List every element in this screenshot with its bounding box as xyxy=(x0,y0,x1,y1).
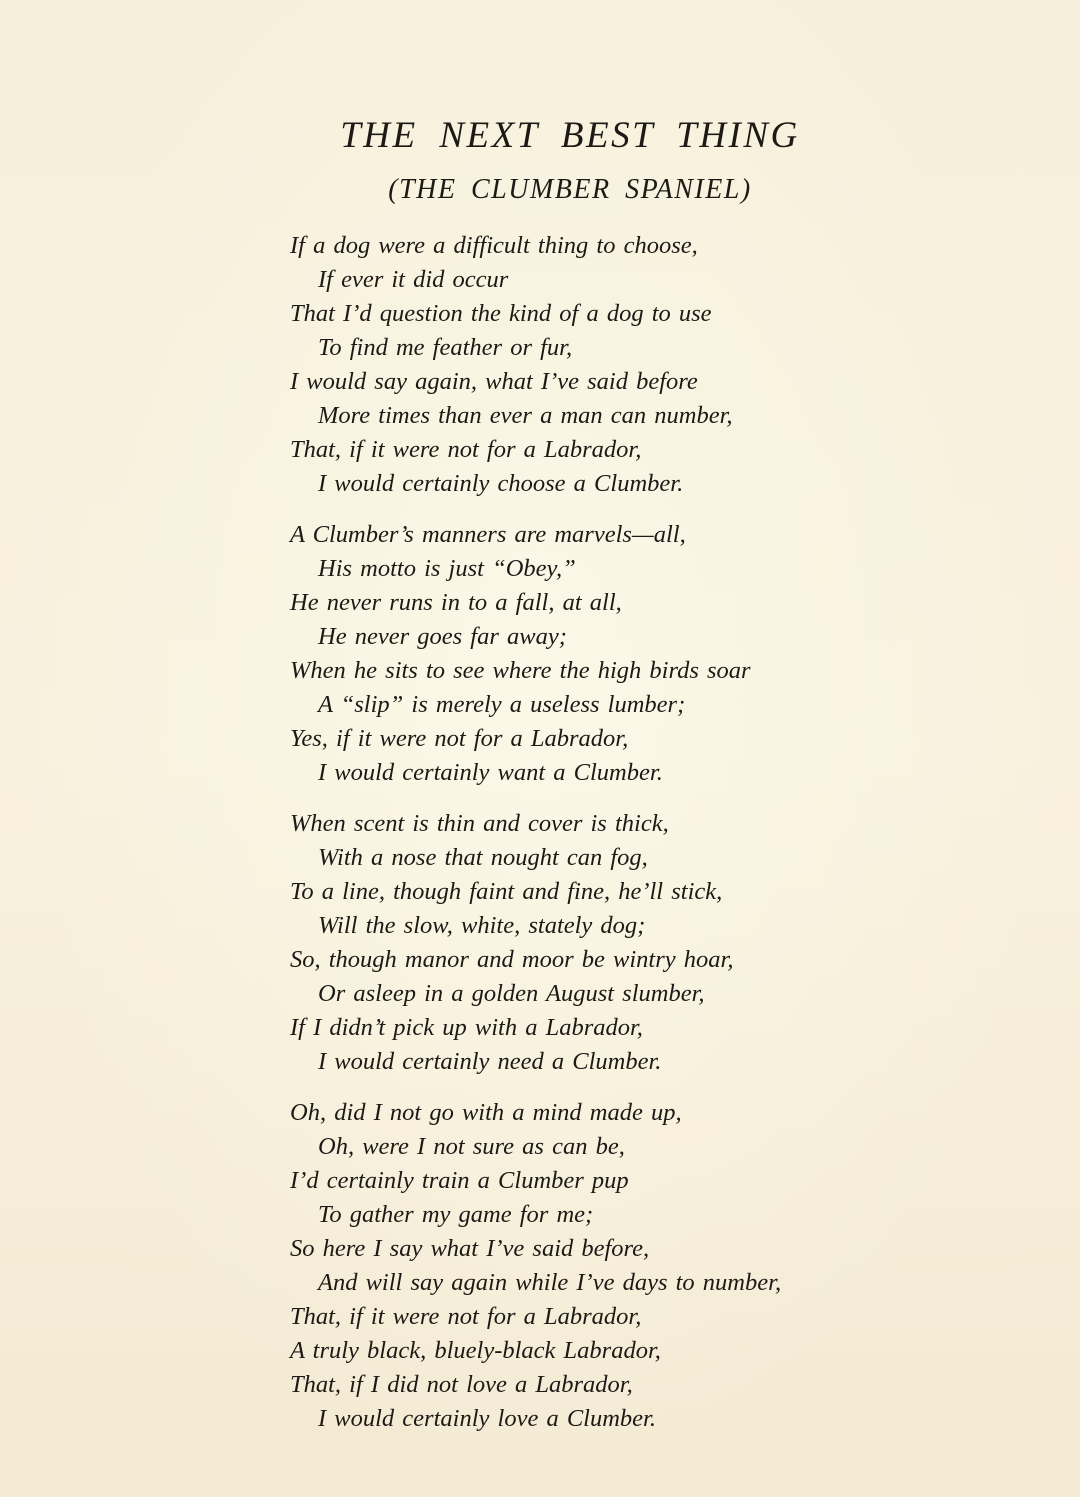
poem-line: His motto is just “Obey,” xyxy=(318,555,576,582)
poem-line: I would certainly love a Clumber. xyxy=(318,1405,656,1432)
poem-line: So here I say what I’ve said before, xyxy=(290,1235,650,1262)
poem-line: When he sits to see where the high birds soar xyxy=(290,657,751,684)
poem-line: That, if it were not for a Labrador, xyxy=(290,436,642,463)
poem-line: I’d certainly train a Clumber pup xyxy=(290,1167,629,1194)
poem-line: If a dog were a difficult thing to choose, xyxy=(290,232,698,259)
poem-line: When scent is thin and cover is thick, xyxy=(290,810,669,837)
poem-line: He never runs in to a fall, at all, xyxy=(290,589,622,616)
poem-line: A truly black, bluely-black Labrador, xyxy=(290,1337,661,1364)
poem-line: I would say again, what I’ve said before xyxy=(290,368,698,395)
poem-body xyxy=(290,229,910,1453)
stanza-3 xyxy=(290,807,910,1079)
poem-title: THE NEXT BEST THING xyxy=(340,115,800,156)
poem-line: A “slip” is merely a useless lumber; xyxy=(318,691,686,718)
poem-line: Will the slow, white, stately dog; xyxy=(318,912,646,939)
poem-line: Or asleep in a golden August slumber, xyxy=(318,980,705,1007)
poem-subtitle: (THE CLUMBER SPANIEL) xyxy=(388,174,752,205)
poem-line: I would certainly need a Clumber. xyxy=(318,1048,662,1075)
poem-line: If I didn’t pick up with a Labrador, xyxy=(290,1014,643,1041)
stanza-2 xyxy=(290,518,910,790)
poem-line: To find me feather or fur, xyxy=(318,334,573,361)
poem-line: That I’d question the kind of a dog to use xyxy=(290,300,712,327)
stanza-1 xyxy=(290,229,910,501)
poem-line: So, though manor and moor be wintry hoar, xyxy=(290,946,734,973)
poem-line: To gather my game for me; xyxy=(318,1201,594,1228)
stanza-4 xyxy=(290,1096,910,1436)
poem-line: To a line, though faint and fine, he’ll stick, xyxy=(290,878,723,905)
poem-line: Oh, were I not sure as can be, xyxy=(318,1133,625,1160)
poem-line: And will say again while I’ve days to number, xyxy=(318,1269,782,1296)
poem-line: I would certainly want a Clumber. xyxy=(318,759,663,786)
poem-line: A Clumber’s manners are marvels—all, xyxy=(290,521,686,548)
poem-line: That, if I did not love a Labrador, xyxy=(290,1371,633,1398)
poem-line: Yes, if it were not for a Labrador, xyxy=(290,725,629,752)
poem-line: If ever it did occur xyxy=(318,266,509,293)
poem-line: I would certainly choose a Clumber. xyxy=(318,470,684,497)
poem-line: With a nose that nought can fog, xyxy=(318,844,648,871)
poem-line: Oh, did I not go with a mind made up, xyxy=(290,1099,682,1126)
poem-line: That, if it were not for a Labrador, xyxy=(290,1303,642,1330)
poem-line: More times than ever a man can number, xyxy=(318,402,733,429)
poem-line: He never goes far away; xyxy=(318,623,567,650)
